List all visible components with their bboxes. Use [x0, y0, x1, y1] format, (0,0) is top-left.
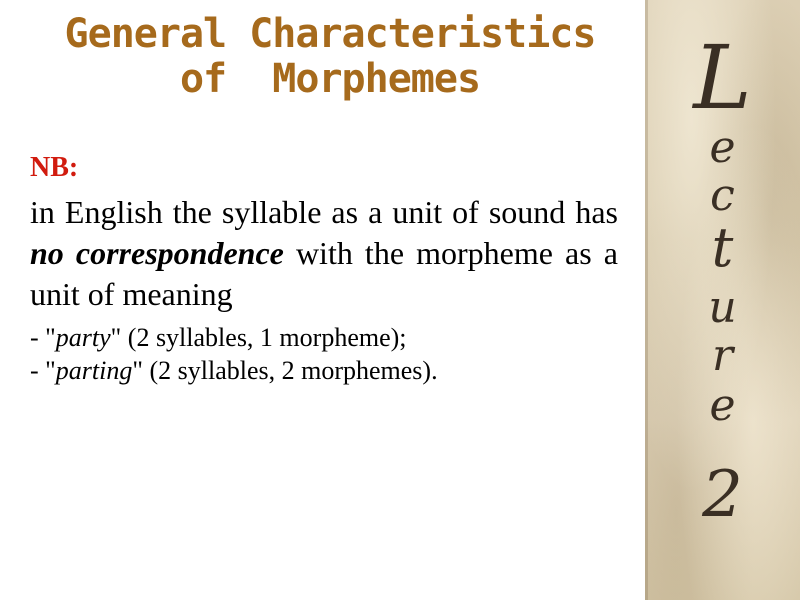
side-letter-t: t	[711, 216, 734, 279]
nb-label: NB:	[30, 152, 79, 183]
side-number-2: 2	[702, 458, 743, 532]
title-line-1: General Characteristics	[64, 11, 596, 57]
paragraph-emphasis: no correspondence	[30, 235, 284, 271]
example-suffix: " (2 syllables, 2 morphemes).	[132, 356, 438, 385]
side-letter-e-second: e	[709, 380, 736, 431]
lecture-side-panel	[645, 0, 800, 600]
paragraph-text-after: with the morpheme as a unit of meaning	[30, 235, 619, 312]
example-prefix: - "	[30, 356, 56, 385]
example-item	[30, 321, 618, 354]
side-letter-e: e	[709, 122, 736, 173]
example-word: party	[55, 323, 111, 352]
side-letter-u: u	[708, 282, 737, 333]
slide-body	[30, 150, 618, 387]
title-line-2: of Morphemes	[179, 56, 481, 102]
slide-title	[20, 12, 640, 102]
main-paragraph	[30, 192, 618, 315]
paragraph-text-before: in English the syllable as a unit of sound has	[30, 194, 618, 230]
side-letter-l: L	[693, 26, 752, 129]
example-suffix: " (2 syllables, 1 morpheme);	[110, 323, 407, 352]
side-letter-r: r	[711, 330, 734, 381]
example-word: parting	[55, 356, 133, 385]
example-item	[30, 354, 618, 387]
side-letter-c: c	[710, 170, 735, 221]
example-prefix: - "	[30, 323, 56, 352]
